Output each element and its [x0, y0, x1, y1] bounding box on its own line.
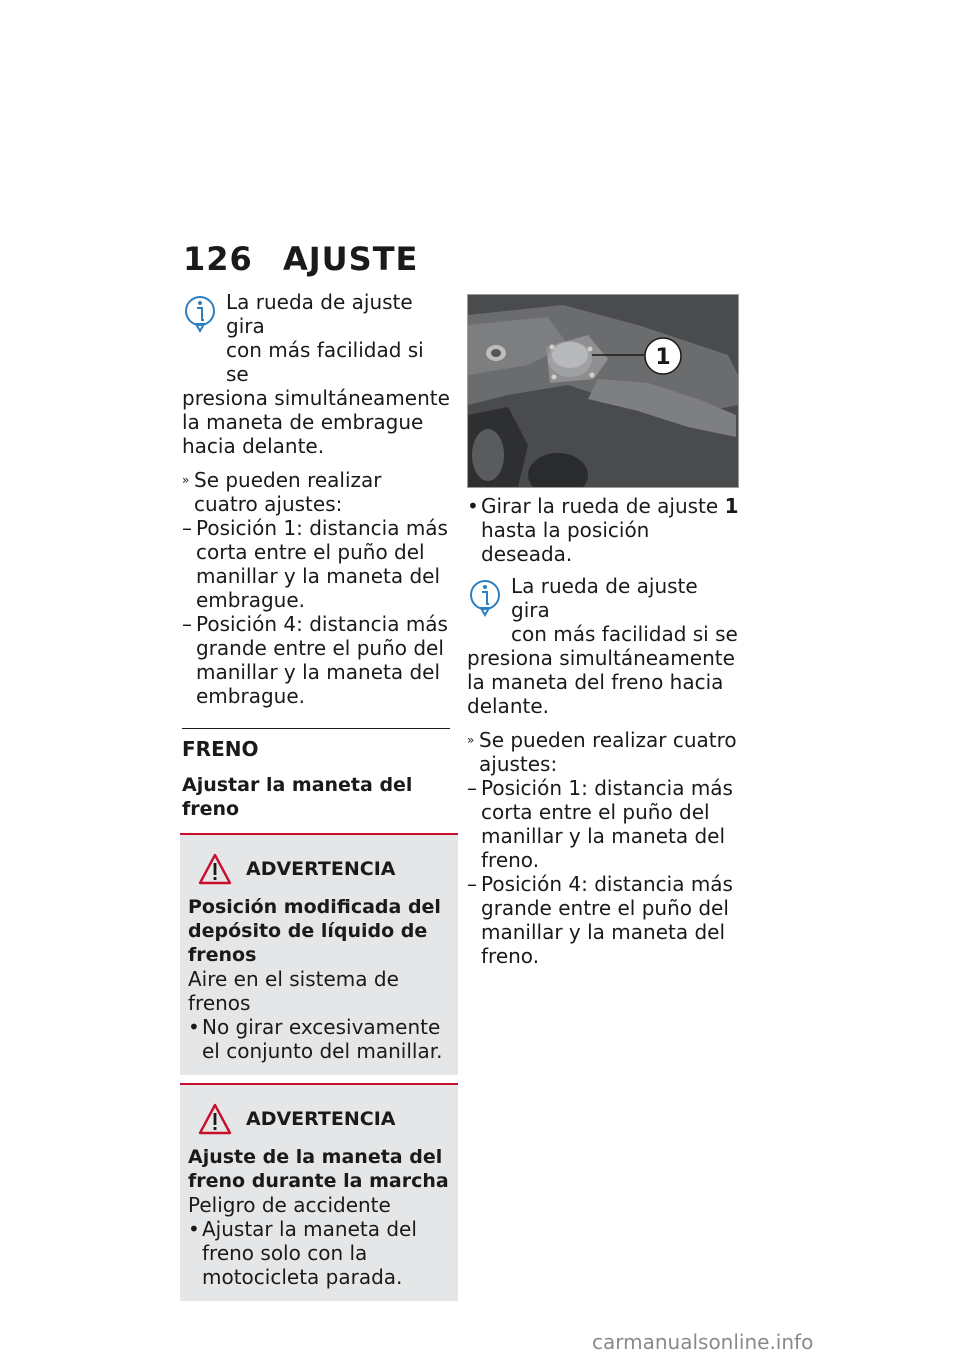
warning-text: Peligro de accidente — [188, 1193, 391, 1217]
callout-number: 1 — [655, 345, 671, 370]
info-note-clutch — [182, 290, 450, 458]
warning-action: • No girar excesivamente el conjunto del manillar. — [188, 1015, 450, 1063]
info-line-2: con más facilidad si se — [511, 622, 738, 646]
warning-label: ADVERTENCIA — [246, 1108, 396, 1130]
page-title: AJUSTE — [283, 240, 419, 278]
warning-title: Posición modificada del depósito de líquido de frenos — [188, 896, 441, 966]
warning-header — [188, 849, 450, 889]
list-item-text: Posición 4: distancia más grande entre el puño del manillar y la maneta del freno. — [481, 872, 733, 968]
list-item: – Posición 1: distancia más corta entre el puño del manillar y la maneta del embrague. — [182, 516, 450, 612]
warning-text: Aire en el sistema de frenos — [188, 967, 399, 1015]
warning-triangle-icon — [198, 1103, 232, 1135]
hint-marker: » — [182, 473, 190, 487]
step-ref: 1 — [724, 494, 739, 518]
info-text: presiona simultáneamente la maneta del freno hacia delante. — [467, 646, 735, 718]
info-icon — [467, 578, 503, 618]
hint-item — [467, 728, 739, 776]
warning-action-text: Ajustar la maneta del freno solo con la motocicleta parada. — [202, 1217, 417, 1289]
step-text-2: hasta la posición deseada. — [481, 518, 650, 566]
info-line-1: La rueda de ajuste gira — [226, 290, 413, 338]
warning-triangle-icon — [198, 853, 232, 885]
list-item: – Posición 1: distancia más corta entre el puño del manillar y la maneta del freno. — [467, 776, 739, 872]
right-column — [467, 294, 739, 968]
list-item-text: Posición 1: distancia más corta entre el puño del manillar y la maneta del freno. — [481, 776, 733, 872]
watermark-link[interactable]: carmanualsonline.info — [592, 1330, 814, 1354]
list-item: – Posición 4: distancia más grande entre el puño del manillar y la maneta del freno. — [467, 872, 739, 968]
hint-marker: » — [467, 733, 475, 747]
warning-header — [188, 1099, 450, 1139]
info-line-2: con más facilidad si se — [226, 338, 424, 386]
list-item-text: Posición 4: distancia más grande entre el puño del manillar y la maneta del embrague. — [196, 612, 448, 708]
section-divider — [182, 728, 450, 729]
hint-text: Se pueden realizar cuatro ajustes: — [479, 728, 737, 776]
section-title: FRENO — [182, 737, 259, 761]
hint-text: Se pueden realizar cuatro ajustes: — [194, 468, 382, 516]
list-item-text: Posición 1: distancia más corta entre el puño del manillar y la maneta del embrague. — [196, 516, 448, 612]
step-item: • Girar la rueda de ajuste 1 hasta la posición deseada. — [467, 494, 739, 566]
step-text: Girar la rueda de ajuste — [481, 494, 719, 518]
subsection-title: Ajustar la maneta del freno — [182, 774, 413, 820]
warning-box — [180, 1083, 458, 1301]
page-number: 126 — [183, 240, 253, 278]
hint-item — [182, 468, 450, 516]
warning-title: Ajuste de la maneta del freno durante la marcha — [188, 1146, 449, 1192]
warning-label: ADVERTENCIA — [246, 858, 396, 880]
info-icon — [182, 294, 218, 334]
info-line-1: La rueda de ajuste gira — [511, 574, 698, 622]
info-text: presiona simultáneamente la maneta de embrague hacia delante. — [182, 386, 450, 458]
step-text-wrap — [481, 494, 739, 566]
warning-action-text: No girar excesivamente el conjunto del manillar. — [202, 1015, 443, 1063]
list-item: – Posición 4: distancia más grande entre el puño del manillar y la maneta del embrague. — [182, 612, 450, 708]
brake-lever-figure — [467, 294, 739, 488]
warning-action: • Ajustar la maneta del freno solo con la motocicleta parada. — [188, 1217, 450, 1289]
brake-lever-illustration — [468, 295, 738, 487]
left-column — [182, 290, 450, 1301]
info-note-brake — [467, 574, 739, 718]
warning-box — [180, 833, 458, 1075]
page-header — [183, 240, 418, 278]
